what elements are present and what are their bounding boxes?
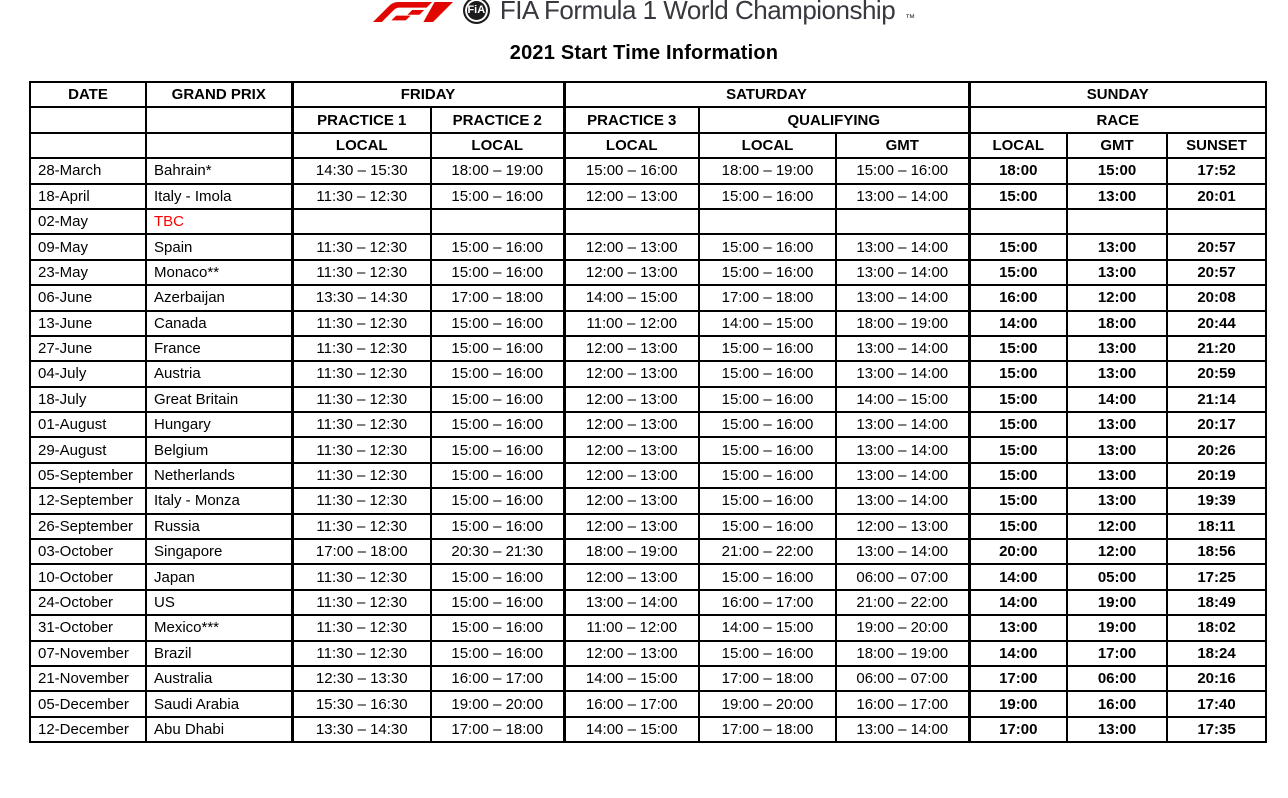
cell-p2: 15:00 – 16:00 xyxy=(431,412,564,437)
cell-r-local: 14:00 xyxy=(969,641,1067,666)
cell-p1: 11:30 – 12:30 xyxy=(292,463,431,488)
cell-p2: 15:00 – 16:00 xyxy=(431,184,564,209)
cell-p3: 12:00 – 13:00 xyxy=(564,260,699,285)
col-header-practice2: PRACTICE 2 xyxy=(431,107,564,132)
col-header-sunday: SUNDAY xyxy=(969,82,1266,107)
cell-date: 05-December xyxy=(30,691,146,716)
cell-sunset: 17:52 xyxy=(1167,158,1266,183)
table-row xyxy=(30,514,1266,539)
cell-r-gmt: 18:00 xyxy=(1067,311,1167,336)
table-row xyxy=(30,158,1266,183)
cell-q-gmt xyxy=(836,209,969,234)
cell-r-gmt: 19:00 xyxy=(1067,590,1167,615)
cell-p3: 14:00 – 15:00 xyxy=(564,717,699,742)
cell-sunset: 20:08 xyxy=(1167,285,1266,310)
cell-r-local: 15:00 xyxy=(969,437,1067,462)
cell-gp: Spain xyxy=(146,234,292,259)
cell-p3: 12:00 – 13:00 xyxy=(564,564,699,589)
cell-date: 31-October xyxy=(30,615,146,640)
table-row xyxy=(30,717,1266,742)
cell-p1: 11:30 – 12:30 xyxy=(292,514,431,539)
cell-r-gmt xyxy=(1067,209,1167,234)
empty-cell xyxy=(146,133,292,158)
cell-r-gmt: 12:00 xyxy=(1067,539,1167,564)
cell-p3: 12:00 – 13:00 xyxy=(564,488,699,513)
cell-sunset: 17:35 xyxy=(1167,717,1266,742)
table-row xyxy=(30,336,1266,361)
cell-r-gmt: 06:00 xyxy=(1067,666,1167,691)
cell-p3: 11:00 – 12:00 xyxy=(564,615,699,640)
cell-r-gmt: 05:00 xyxy=(1067,564,1167,589)
cell-date: 12-December xyxy=(30,717,146,742)
cell-date: 18-July xyxy=(30,387,146,412)
cell-gp: Monaco** xyxy=(146,260,292,285)
table-row xyxy=(30,387,1266,412)
cell-r-local: 15:00 xyxy=(969,361,1067,386)
cell-q-gmt: 06:00 – 07:00 xyxy=(836,564,969,589)
cell-r-gmt: 13:00 xyxy=(1067,260,1167,285)
cell-p3: 16:00 – 17:00 xyxy=(564,691,699,716)
cell-date: 21-November xyxy=(30,666,146,691)
cell-sunset: 20:16 xyxy=(1167,666,1266,691)
cell-gp: TBC xyxy=(146,209,292,234)
table-row xyxy=(30,260,1266,285)
cell-p2: 15:00 – 16:00 xyxy=(431,234,564,259)
cell-q-gmt: 13:00 – 14:00 xyxy=(836,437,969,462)
cell-r-gmt: 13:00 xyxy=(1067,412,1167,437)
col-header-p1-local: LOCAL xyxy=(292,133,431,158)
start-time-table xyxy=(29,81,1267,743)
cell-p1: 13:30 – 14:30 xyxy=(292,717,431,742)
cell-r-gmt: 13:00 xyxy=(1067,437,1167,462)
cell-gp: Canada xyxy=(146,311,292,336)
schedule-body xyxy=(30,158,1266,742)
cell-p1: 11:30 – 12:30 xyxy=(292,311,431,336)
cell-gp: Bahrain* xyxy=(146,158,292,183)
cell-q-local: 15:00 – 16:00 xyxy=(699,564,836,589)
cell-gp: Saudi Arabia xyxy=(146,691,292,716)
cell-q-gmt: 06:00 – 07:00 xyxy=(836,666,969,691)
cell-p2: 15:00 – 16:00 xyxy=(431,387,564,412)
cell-date: 02-May xyxy=(30,209,146,234)
cell-p3: 18:00 – 19:00 xyxy=(564,539,699,564)
header-row-timezones xyxy=(30,133,1266,158)
cell-p2: 15:00 – 16:00 xyxy=(431,463,564,488)
cell-q-gmt: 13:00 – 14:00 xyxy=(836,361,969,386)
cell-p1: 11:30 – 12:30 xyxy=(292,590,431,615)
col-header-race-local: LOCAL xyxy=(969,133,1067,158)
cell-p1: 11:30 – 12:30 xyxy=(292,488,431,513)
col-header-sunset: SUNSET xyxy=(1167,133,1266,158)
cell-p3: 11:00 – 12:00 xyxy=(564,311,699,336)
col-header-qualifying: QUALIFYING xyxy=(699,107,969,132)
cell-date: 05-September xyxy=(30,463,146,488)
cell-p1: 11:30 – 12:30 xyxy=(292,260,431,285)
cell-r-local: 13:00 xyxy=(969,615,1067,640)
cell-sunset: 20:01 xyxy=(1167,184,1266,209)
cell-q-local: 15:00 – 16:00 xyxy=(699,260,836,285)
cell-r-local: 15:00 xyxy=(969,387,1067,412)
cell-p3: 12:00 – 13:00 xyxy=(564,234,699,259)
cell-p3: 12:00 – 13:00 xyxy=(564,463,699,488)
cell-p3: 12:00 – 13:00 xyxy=(564,184,699,209)
cell-r-gmt: 16:00 xyxy=(1067,691,1167,716)
cell-p2: 15:00 – 16:00 xyxy=(431,260,564,285)
empty-cell xyxy=(146,107,292,132)
cell-q-gmt: 13:00 – 14:00 xyxy=(836,539,969,564)
cell-r-local: 19:00 xyxy=(969,691,1067,716)
cell-p2: 15:00 – 16:00 xyxy=(431,311,564,336)
cell-r-local xyxy=(969,209,1067,234)
cell-sunset: 18:02 xyxy=(1167,615,1266,640)
cell-p1: 11:30 – 12:30 xyxy=(292,564,431,589)
cell-sunset: 20:44 xyxy=(1167,311,1266,336)
cell-r-local: 17:00 xyxy=(969,717,1067,742)
table-row xyxy=(30,361,1266,386)
header-row-sessions xyxy=(30,107,1266,132)
cell-q-local: 21:00 – 22:00 xyxy=(699,539,836,564)
cell-sunset: 17:40 xyxy=(1167,691,1266,716)
fia-logo-label: FiA xyxy=(467,4,486,16)
cell-p3: 12:00 – 13:00 xyxy=(564,437,699,462)
cell-q-gmt: 13:00 – 14:00 xyxy=(836,463,969,488)
cell-p2: 15:00 – 16:00 xyxy=(431,336,564,361)
cell-p1: 13:30 – 14:30 xyxy=(292,285,431,310)
cell-p3: 12:00 – 13:00 xyxy=(564,641,699,666)
cell-p3: 12:00 – 13:00 xyxy=(564,387,699,412)
cell-p3: 14:00 – 15:00 xyxy=(564,285,699,310)
cell-p3: 12:00 – 13:00 xyxy=(564,514,699,539)
cell-p2 xyxy=(431,209,564,234)
cell-gp: Netherlands xyxy=(146,463,292,488)
cell-r-gmt: 13:00 xyxy=(1067,361,1167,386)
col-header-practice1: PRACTICE 1 xyxy=(292,107,431,132)
cell-p1: 15:30 – 16:30 xyxy=(292,691,431,716)
cell-r-gmt: 12:00 xyxy=(1067,285,1167,310)
cell-q-gmt: 18:00 – 19:00 xyxy=(836,311,969,336)
cell-p2: 15:00 – 16:00 xyxy=(431,488,564,513)
empty-cell xyxy=(30,107,146,132)
cell-q-local xyxy=(699,209,836,234)
cell-q-local: 16:00 – 17:00 xyxy=(699,590,836,615)
cell-q-gmt: 13:00 – 14:00 xyxy=(836,336,969,361)
cell-q-local: 19:00 – 20:00 xyxy=(699,691,836,716)
cell-gp: Japan xyxy=(146,564,292,589)
cell-q-local: 17:00 – 18:00 xyxy=(699,717,836,742)
col-header-race-gmt: GMT xyxy=(1067,133,1167,158)
cell-p3: 12:00 – 13:00 xyxy=(564,361,699,386)
cell-gp: Australia xyxy=(146,666,292,691)
cell-sunset: 18:24 xyxy=(1167,641,1266,666)
cell-q-gmt: 16:00 – 17:00 xyxy=(836,691,969,716)
cell-p3: 12:00 – 13:00 xyxy=(564,336,699,361)
table-row xyxy=(30,463,1266,488)
cell-p2: 16:00 – 17:00 xyxy=(431,666,564,691)
cell-r-local: 18:00 xyxy=(969,158,1067,183)
cell-q-gmt: 13:00 – 14:00 xyxy=(836,184,969,209)
cell-p2: 15:00 – 16:00 xyxy=(431,615,564,640)
cell-q-local: 15:00 – 16:00 xyxy=(699,514,836,539)
cell-r-gmt: 17:00 xyxy=(1067,641,1167,666)
cell-p2: 17:00 – 18:00 xyxy=(431,285,564,310)
cell-r-local: 16:00 xyxy=(969,285,1067,310)
table-row xyxy=(30,539,1266,564)
table-row xyxy=(30,615,1266,640)
cell-r-local: 15:00 xyxy=(969,184,1067,209)
table-row xyxy=(30,691,1266,716)
cell-gp: US xyxy=(146,590,292,615)
cell-r-gmt: 13:00 xyxy=(1067,488,1167,513)
cell-date: 29-August xyxy=(30,437,146,462)
table-row xyxy=(30,234,1266,259)
cell-q-local: 15:00 – 16:00 xyxy=(699,234,836,259)
cell-gp: Azerbaijan xyxy=(146,285,292,310)
fia-logo-icon xyxy=(463,0,490,24)
cell-p2: 15:00 – 16:00 xyxy=(431,641,564,666)
table-row xyxy=(30,590,1266,615)
col-header-q-local: LOCAL xyxy=(699,133,836,158)
cell-q-gmt: 19:00 – 20:00 xyxy=(836,615,969,640)
cell-p1: 11:30 – 12:30 xyxy=(292,387,431,412)
cell-r-gmt: 14:00 xyxy=(1067,387,1167,412)
cell-p1: 11:30 – 12:30 xyxy=(292,615,431,640)
cell-gp: Italy - Monza xyxy=(146,488,292,513)
cell-r-gmt: 13:00 xyxy=(1067,717,1167,742)
cell-date: 04-July xyxy=(30,361,146,386)
cell-r-local: 20:00 xyxy=(969,539,1067,564)
cell-r-gmt: 13:00 xyxy=(1067,463,1167,488)
cell-r-gmt: 13:00 xyxy=(1067,336,1167,361)
cell-p3: 13:00 – 14:00 xyxy=(564,590,699,615)
cell-p1: 14:30 – 15:30 xyxy=(292,158,431,183)
table-row xyxy=(30,488,1266,513)
cell-q-local: 17:00 – 18:00 xyxy=(699,666,836,691)
cell-date: 13-June xyxy=(30,311,146,336)
cell-sunset: 21:14 xyxy=(1167,387,1266,412)
cell-date: 27-June xyxy=(30,336,146,361)
col-header-date: DATE xyxy=(30,82,146,107)
f1-logo-icon xyxy=(373,0,453,22)
cell-r-gmt: 13:00 xyxy=(1067,234,1167,259)
cell-q-local: 15:00 – 16:00 xyxy=(699,437,836,462)
cell-r-local: 15:00 xyxy=(969,412,1067,437)
cell-q-gmt: 13:00 – 14:00 xyxy=(836,717,969,742)
cell-q-gmt: 13:00 – 14:00 xyxy=(836,412,969,437)
cell-p1: 11:30 – 12:30 xyxy=(292,234,431,259)
cell-r-gmt: 19:00 xyxy=(1067,615,1167,640)
cell-p2: 15:00 – 16:00 xyxy=(431,514,564,539)
cell-p2: 17:00 – 18:00 xyxy=(431,717,564,742)
cell-q-local: 15:00 – 16:00 xyxy=(699,387,836,412)
cell-sunset: 18:49 xyxy=(1167,590,1266,615)
col-header-q-gmt: GMT xyxy=(836,133,969,158)
cell-date: 09-May xyxy=(30,234,146,259)
table-row xyxy=(30,564,1266,589)
cell-gp: Great Britain xyxy=(146,387,292,412)
cell-p1: 11:30 – 12:30 xyxy=(292,641,431,666)
cell-q-local: 18:00 – 19:00 xyxy=(699,158,836,183)
cell-q-gmt: 13:00 – 14:00 xyxy=(836,260,969,285)
cell-gp: Singapore xyxy=(146,539,292,564)
col-header-practice3: PRACTICE 3 xyxy=(564,107,699,132)
empty-cell xyxy=(30,133,146,158)
cell-sunset: 20:59 xyxy=(1167,361,1266,386)
col-header-saturday: SATURDAY xyxy=(564,82,969,107)
cell-gp: Abu Dhabi xyxy=(146,717,292,742)
cell-p3: 12:00 – 13:00 xyxy=(564,412,699,437)
cell-q-local: 15:00 – 16:00 xyxy=(699,412,836,437)
cell-date: 10-October xyxy=(30,564,146,589)
cell-r-gmt: 15:00 xyxy=(1067,158,1167,183)
cell-p1: 11:30 – 12:30 xyxy=(292,437,431,462)
col-header-friday: FRIDAY xyxy=(292,82,564,107)
cell-p2: 18:00 – 19:00 xyxy=(431,158,564,183)
cell-q-local: 15:00 – 16:00 xyxy=(699,641,836,666)
cell-sunset xyxy=(1167,209,1266,234)
table-row xyxy=(30,437,1266,462)
cell-p1: 17:00 – 18:00 xyxy=(292,539,431,564)
cell-p2: 19:00 – 20:00 xyxy=(431,691,564,716)
cell-r-gmt: 12:00 xyxy=(1067,514,1167,539)
cell-r-local: 15:00 xyxy=(969,488,1067,513)
cell-sunset: 17:25 xyxy=(1167,564,1266,589)
page-title: 2021 Start Time Information xyxy=(509,42,779,64)
cell-date: 18-April xyxy=(30,184,146,209)
cell-q-gmt: 13:00 – 14:00 xyxy=(836,285,969,310)
cell-q-local: 15:00 – 16:00 xyxy=(699,184,836,209)
cell-r-local: 15:00 xyxy=(969,514,1067,539)
cell-r-local: 15:00 xyxy=(969,234,1067,259)
cell-r-local: 14:00 xyxy=(969,311,1067,336)
cell-sunset: 18:56 xyxy=(1167,539,1266,564)
cell-date: 28-March xyxy=(30,158,146,183)
cell-r-local: 15:00 xyxy=(969,463,1067,488)
cell-r-local: 17:00 xyxy=(969,666,1067,691)
cell-gp: Mexico*** xyxy=(146,615,292,640)
cell-sunset: 21:20 xyxy=(1167,336,1266,361)
cell-q-local: 15:00 – 16:00 xyxy=(699,336,836,361)
brand-header xyxy=(0,0,1288,26)
cell-p3: 15:00 – 16:00 xyxy=(564,158,699,183)
cell-sunset: 20:57 xyxy=(1167,260,1266,285)
cell-r-gmt: 13:00 xyxy=(1067,184,1167,209)
table-row xyxy=(30,311,1266,336)
table-row xyxy=(30,666,1266,691)
table-row xyxy=(30,285,1266,310)
cell-gp: Brazil xyxy=(146,641,292,666)
table-row xyxy=(30,184,1266,209)
cell-date: 03-October xyxy=(30,539,146,564)
col-header-grand-prix: GRAND PRIX xyxy=(146,82,292,107)
cell-date: 23-May xyxy=(30,260,146,285)
championship-title: FIA Formula 1 World Championship xyxy=(499,0,896,25)
cell-q-gmt: 12:00 – 13:00 xyxy=(836,514,969,539)
cell-r-local: 14:00 xyxy=(969,564,1067,589)
col-header-p2-local: LOCAL xyxy=(431,133,564,158)
cell-r-local: 15:00 xyxy=(969,336,1067,361)
cell-gp: France xyxy=(146,336,292,361)
cell-p2: 15:00 – 16:00 xyxy=(431,564,564,589)
cell-p1 xyxy=(292,209,431,234)
cell-q-local: 14:00 – 15:00 xyxy=(699,615,836,640)
cell-q-gmt: 15:00 – 16:00 xyxy=(836,158,969,183)
cell-p1: 11:30 – 12:30 xyxy=(292,336,431,361)
cell-sunset: 18:11 xyxy=(1167,514,1266,539)
cell-sunset: 20:19 xyxy=(1167,463,1266,488)
cell-sunset: 20:57 xyxy=(1167,234,1266,259)
cell-date: 24-October xyxy=(30,590,146,615)
cell-q-local: 14:00 – 15:00 xyxy=(699,311,836,336)
cell-q-gmt: 18:00 – 19:00 xyxy=(836,641,969,666)
cell-p3: 14:00 – 15:00 xyxy=(564,666,699,691)
cell-q-gmt: 21:00 – 22:00 xyxy=(836,590,969,615)
cell-sunset: 19:39 xyxy=(1167,488,1266,513)
cell-p2: 15:00 – 16:00 xyxy=(431,361,564,386)
cell-date: 06-June xyxy=(30,285,146,310)
cell-p1: 12:30 – 13:30 xyxy=(292,666,431,691)
table-header xyxy=(30,82,1266,158)
trademark-symbol: ™ xyxy=(905,13,916,24)
cell-q-gmt: 13:00 – 14:00 xyxy=(836,234,969,259)
cell-p1: 11:30 – 12:30 xyxy=(292,361,431,386)
cell-p3 xyxy=(564,209,699,234)
cell-date: 07-November xyxy=(30,641,146,666)
cell-p1: 11:30 – 12:30 xyxy=(292,412,431,437)
col-header-p3-local: LOCAL xyxy=(564,133,699,158)
cell-sunset: 20:26 xyxy=(1167,437,1266,462)
cell-date: 26-September xyxy=(30,514,146,539)
cell-q-local: 15:00 – 16:00 xyxy=(699,463,836,488)
cell-q-gmt: 13:00 – 14:00 xyxy=(836,488,969,513)
cell-gp: Italy - Imola xyxy=(146,184,292,209)
cell-r-local: 14:00 xyxy=(969,590,1067,615)
cell-q-local: 17:00 – 18:00 xyxy=(699,285,836,310)
cell-q-local: 15:00 – 16:00 xyxy=(699,488,836,513)
cell-gp: Russia xyxy=(146,514,292,539)
cell-gp: Austria xyxy=(146,361,292,386)
cell-date: 12-September xyxy=(30,488,146,513)
table-row xyxy=(30,641,1266,666)
cell-gp: Belgium xyxy=(146,437,292,462)
cell-sunset: 20:17 xyxy=(1167,412,1266,437)
table-row xyxy=(30,209,1266,234)
cell-p1: 11:30 – 12:30 xyxy=(292,184,431,209)
cell-p2: 20:30 – 21:30 xyxy=(431,539,564,564)
cell-date: 01-August xyxy=(30,412,146,437)
cell-gp: Hungary xyxy=(146,412,292,437)
cell-q-local: 15:00 – 16:00 xyxy=(699,361,836,386)
cell-p2: 15:00 – 16:00 xyxy=(431,590,564,615)
header-row-days xyxy=(30,82,1266,107)
cell-p2: 15:00 – 16:00 xyxy=(431,437,564,462)
col-header-race: RACE xyxy=(969,107,1266,132)
table-row xyxy=(30,412,1266,437)
cell-r-local: 15:00 xyxy=(969,260,1067,285)
cell-q-gmt: 14:00 – 15:00 xyxy=(836,387,969,412)
